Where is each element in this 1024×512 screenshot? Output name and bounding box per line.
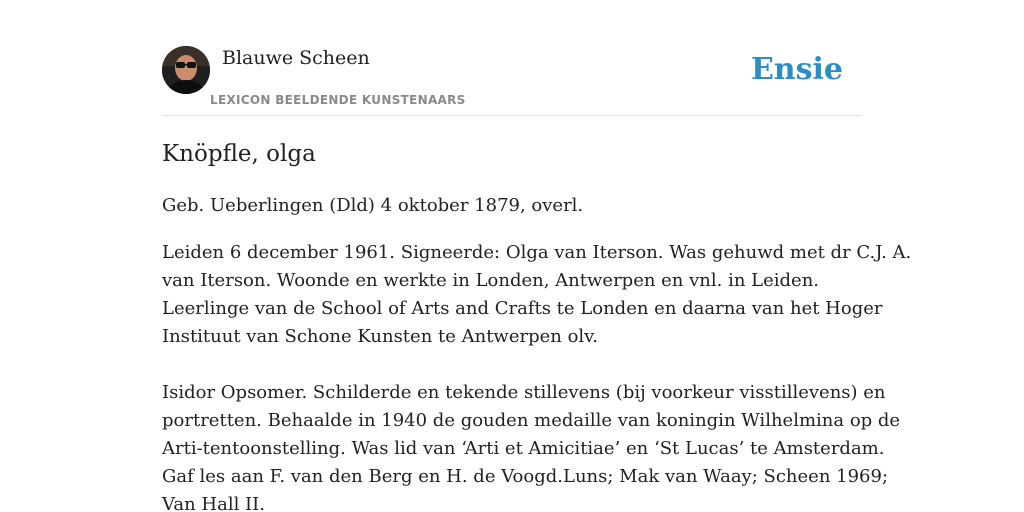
header [162,46,862,116]
author-avatar[interactable] [162,46,210,94]
paragraph-line: Isidor Opsomer. Schilderde en tekende stillevens (bij voorkeur visstillevens) en [162,382,886,403]
author-name[interactable]: Blauwe Scheen [222,47,370,69]
paragraph-line: Leiden 6 december 1961. Signeerde: Olga van Iterson. Was gehuwd met dr C.J. A. [162,242,912,263]
paragraph-gap [162,351,862,379]
category-label[interactable]: LEXICON BEELDENDE KUNSTENAARS [210,93,466,107]
paragraph-line: Instituut van Schone Kunsten te Antwerpen olv. [162,326,598,347]
article-body [162,239,912,512]
paragraph-line: Van Hall II. [162,494,265,512]
paragraph-line: Arti-tentoonstelling. Was lid van ‘Arti et Amicitiae’ en ‘St Lucas’ te Amsterdam. [162,438,885,459]
paragraph-line: van Iterson. Woonde en werkte in Londen, Antwerpen en vnl. in Leiden. [162,270,820,291]
paragraph-line: portretten. Behaalde in 1940 de gouden medaille van koningin Wilhelmina op de [162,410,901,431]
header-divider [162,115,862,116]
avatar-portrait-icon [162,46,210,94]
brand-logo[interactable]: Ensie [750,52,843,87]
paragraph-line: Leerlinge van de School of Arts and Crafts te Londen en daarna van het Hoger [162,298,883,319]
article-lead: Geb. Ueberlingen (Dld) 4 oktober 1879, overl. [162,195,584,216]
paragraph-line: Gaf les aan F. van den Berg en H. de Voogd.Luns; Mak van Waay; Scheen 1969; [162,466,889,487]
article-title: Knöpfle, olga [162,141,316,167]
